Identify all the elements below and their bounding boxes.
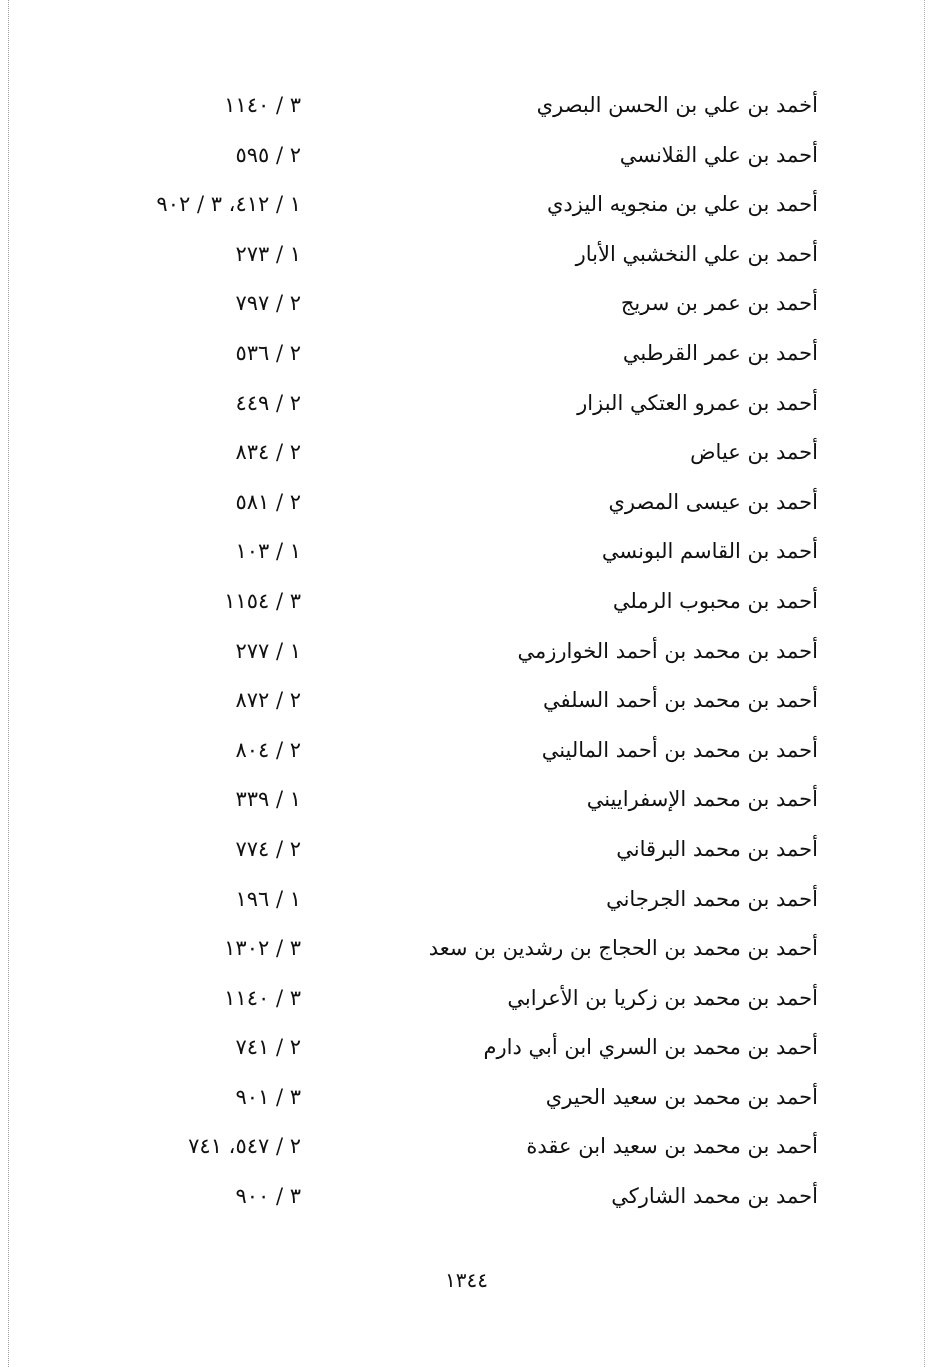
entry-reference: ٢ / ٥٤٧، ٧٤١ bbox=[188, 1134, 301, 1159]
index-entry bbox=[0, 528, 933, 578]
index-entry bbox=[0, 1173, 933, 1223]
index-entry bbox=[0, 181, 933, 231]
entry-name: أحمد بن محمد بن الحجاج بن رشدين بن سعد bbox=[428, 936, 818, 961]
entry-name: أحمد بن محمد بن أحمد السلفي bbox=[542, 688, 818, 713]
entry-name: أحمد بن محبوب الرملي bbox=[612, 588, 818, 613]
index-entry bbox=[0, 876, 933, 926]
entry-name: أحمد بن محمد بن أحمد الخوارزمي bbox=[517, 638, 818, 663]
index-entry bbox=[0, 1074, 933, 1124]
index-entry bbox=[0, 628, 933, 678]
entry-name: أحمد بن محمد بن أحمد الماليني bbox=[541, 737, 818, 762]
entry-name: أحمد بن عياض bbox=[690, 440, 818, 465]
index-entry bbox=[0, 132, 933, 182]
index-list bbox=[0, 82, 933, 1223]
entry-reference: ٣ / ١١٤٠ bbox=[224, 93, 301, 117]
entry-reference: ٢ / ٨٠٤ bbox=[235, 737, 301, 762]
index-entry bbox=[0, 429, 933, 479]
entry-reference: ٢ / ٧٩٧ bbox=[235, 291, 301, 316]
entry-name: أحمد بن عمر بن سريج bbox=[620, 291, 818, 316]
index-entry bbox=[0, 975, 933, 1025]
entry-reference: ٣ / ١١٥٤ bbox=[224, 588, 301, 613]
entry-reference: ١ / ٢٧٧ bbox=[235, 638, 301, 663]
entry-reference: ١ / ٤١٢، ٣ / ٩٠٢ bbox=[156, 192, 301, 217]
index-entry bbox=[0, 1123, 933, 1173]
entry-name: أحمد بن القاسم البونسي bbox=[601, 539, 818, 564]
entry-name: أحمد بن محمد الشاركي bbox=[611, 1184, 818, 1209]
index-entry bbox=[0, 677, 933, 727]
index-entry bbox=[0, 479, 933, 529]
entry-name: أحمد بن محمد بن السري ابن أبي دارم bbox=[483, 1035, 818, 1060]
entry-reference: ١ / ١٩٦ bbox=[235, 886, 301, 911]
entry-name: أحمد بن عيسى المصري bbox=[608, 489, 818, 514]
entry-name: أحمد بن محمد بن زكريا بن الأعرابي bbox=[507, 985, 818, 1010]
index-entry bbox=[0, 380, 933, 430]
entry-reference: ١ / ٣٣٩ bbox=[235, 787, 301, 812]
index-entry bbox=[0, 776, 933, 826]
entry-reference: ٢ / ٤٤٩ bbox=[235, 390, 301, 415]
entry-name: أحمد بن محمد بن سعيد ابن عقدة bbox=[526, 1134, 818, 1159]
index-entry bbox=[0, 578, 933, 628]
index-entry bbox=[0, 826, 933, 876]
entry-name: أحمد بن علي النخشبي الأبار bbox=[575, 241, 818, 266]
entry-name: أحمد بن محمد الإسفراييني bbox=[586, 787, 818, 812]
entry-name: أحمد بن محمد البرقاني bbox=[616, 836, 818, 861]
entry-name: أحمد بن محمد الجرجاني bbox=[606, 886, 818, 911]
entry-reference: ٣ / ١١٤٠ bbox=[224, 985, 301, 1010]
index-entry bbox=[0, 727, 933, 777]
entry-reference: ٢ / ٧٤١ bbox=[235, 1035, 301, 1060]
entry-name: أحمد بن محمد بن سعيد الحيري bbox=[545, 1084, 818, 1109]
entry-name: أحمد بن علي القلانسي bbox=[619, 142, 818, 167]
entry-reference: ٣ / ١٣٠٢ bbox=[224, 936, 301, 961]
entry-reference: ٢ / ٥٩٥ bbox=[235, 142, 301, 167]
entry-reference: ٢ / ٥٨١ bbox=[235, 489, 301, 514]
entry-reference: ٢ / ٧٧٤ bbox=[235, 836, 301, 861]
entry-reference: ٢ / ٨٧٢ bbox=[235, 688, 301, 713]
entry-reference: ١ / ٢٧٣ bbox=[235, 241, 301, 266]
index-entry bbox=[0, 925, 933, 975]
entry-reference: ١ / ١٠٣ bbox=[235, 539, 301, 564]
index-entry bbox=[0, 330, 933, 380]
index-entry bbox=[0, 82, 933, 132]
entry-reference: ٣ / ٩٠٠ bbox=[235, 1184, 301, 1209]
entry-name: أحمد بن علي بن منجويه اليزدي bbox=[546, 192, 818, 217]
index-entry bbox=[0, 231, 933, 281]
entry-name: أحمد بن عمر القرطبي bbox=[622, 340, 818, 365]
index-entry bbox=[0, 1024, 933, 1074]
entry-name: أخمد بن علي بن الحسن البصري bbox=[536, 93, 818, 117]
entry-reference: ٣ / ٩٠١ bbox=[235, 1084, 301, 1109]
entry-reference: ٢ / ٨٣٤ bbox=[235, 440, 301, 465]
entry-name: أحمد بن عمرو العتكي البزار bbox=[577, 390, 818, 415]
page-number: ١٣٤٤ bbox=[445, 1268, 488, 1292]
index-entry bbox=[0, 280, 933, 330]
entry-reference: ٢ / ٥٣٦ bbox=[235, 340, 301, 365]
